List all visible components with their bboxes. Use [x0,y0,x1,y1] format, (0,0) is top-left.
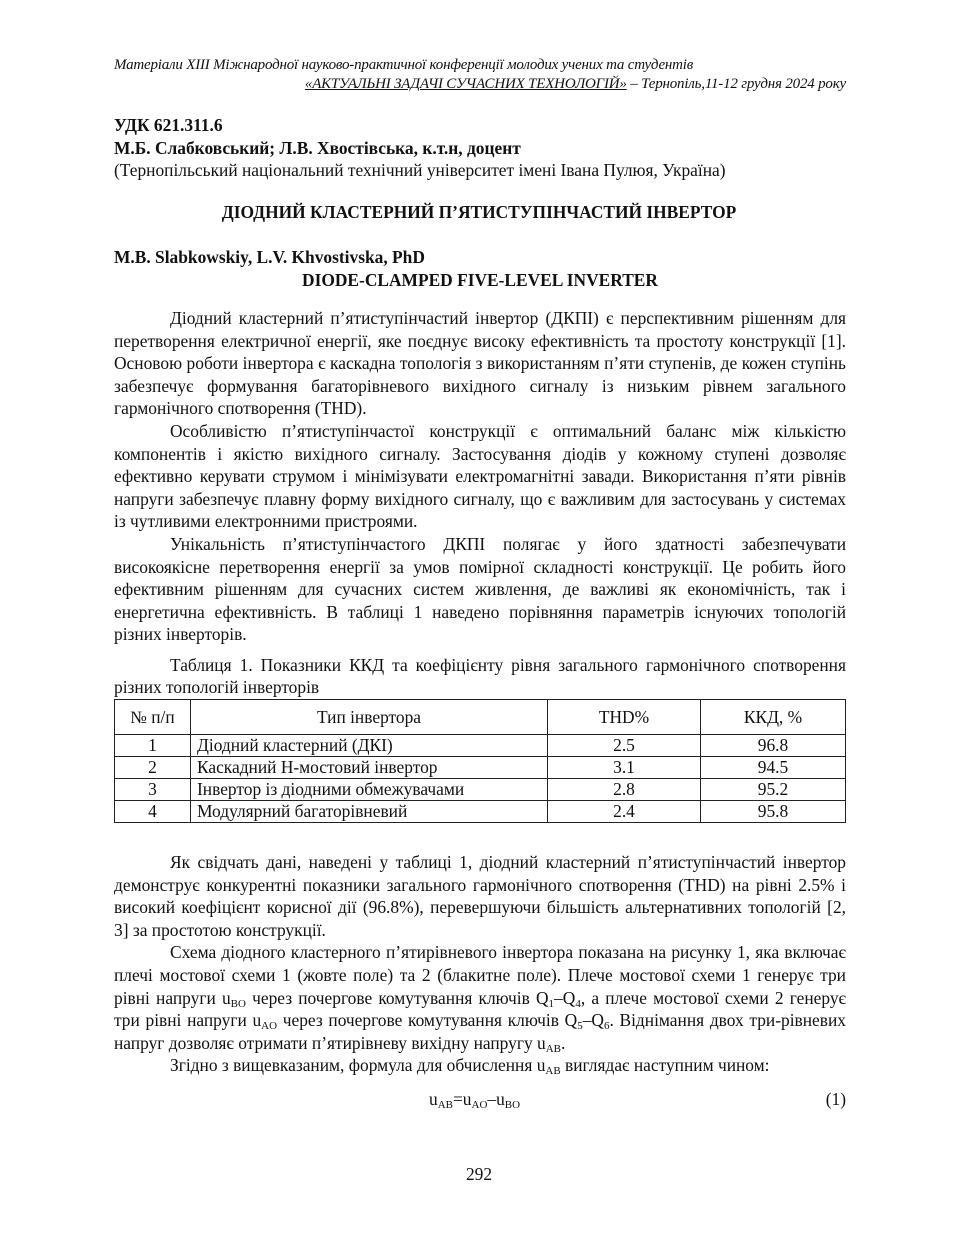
subscript: AB [545,1042,561,1055]
cell-efficiency: 94.5 [701,757,846,779]
cell-efficiency: 96.8 [701,735,846,757]
cell-number: 2 [115,757,191,779]
comparison-table [114,699,846,823]
text-run: Згідно з вищевказаним, формула для обчислення u [170,1055,546,1076]
body-section-1 [114,307,846,646]
body-section-2 [114,851,846,1077]
cell-thd: 2.5 [548,735,701,757]
cell-number: 4 [115,801,191,823]
table-caption [114,654,846,698]
header-cell-efficiency: ККД, % [701,700,846,735]
text-run: –Q [554,987,576,1008]
cell-number: 1 [115,735,191,757]
paragraph-formula-intro [114,1054,846,1077]
title-en: DIODE-CLAMPED FIVE-LEVEL INVERTER [302,269,658,290]
text-run: . Віднімання двох три-рівневих напруг дозволяє отримати п’ятирівневу вихідну напругу u [114,1010,846,1053]
table-header-row [115,700,846,735]
cell-number: 3 [115,779,191,801]
english-block [114,246,846,291]
paragraph: Унікальність п’ятиступінчастого ДКПІ полягає у його здатності забезпечувати високоякісне перетворення енергії за умов помірної складності конструкції. Це робить його ефективним рішенням для сучасних систем живлення, де важливі як економічність, так і енергетична ефективність. В таблиці 1 наведено порівняння параметрів існуючих топологій різних інверторів. [114,533,846,645]
subscript: BO [230,997,246,1010]
authors-en: M.B. Slabkowskiy, L.V. Khvostivska, PhD [114,247,425,267]
cell-thd: 2.4 [548,801,701,823]
cell-thd: 3.1 [548,757,701,779]
text-run: виглядає наступним чином: [560,1055,770,1076]
subscript: 6 [603,1020,610,1033]
subscript: 1 [548,997,555,1010]
authors-uk: М.Б. Слабковський; Л.В. Хвостівська, к.т.н, доцент [114,137,521,158]
header-cell-thd: THD% [548,700,701,735]
cell-thd: 2.8 [548,779,701,801]
paragraph: Як свідчать дані, наведені у таблиці 1, діодний кластерний п’ятиступінчастий інвертор демонструє конкурентні показники загального гармонічного спотворення (THD) на рівні 2.5% і високий коефіцієнт корисної дії (96.8%), перевершуючи більшість альтернативних топологій [2, 3] за простотою конструкції. [114,852,846,940]
subscript: 4 [575,997,581,1010]
text-run: =u [452,1089,472,1109]
table-row [115,735,846,757]
table-row [115,779,846,801]
subscript: BO [504,1099,521,1111]
page-number: 292 [465,1164,493,1184]
conference-title: «АКТУАЛЬНІ ЗАДАЧІ СУЧАСНИХ ТЕХНОЛОГІЙ» [304,76,627,92]
table-row [115,801,846,823]
cell-type: Каскадний H-мостовий інвертор [191,757,548,779]
paragraph-scheme [114,941,846,1054]
paragraph: Особливістю п’ятиступінчастої конструкції є оптимальний баланс між кількістю компонентів і якістю вихідного сигналу. Застосування діодів у кожному ступені дозволяє ефективно керувати струмом і мінімізувати електромагнітні завади. Використання п’яти рівнів напруги забезпечує плавну форму вихідного сигналу, що є важливим для застосувань у системах із чутливими електронними пристроями. [114,420,846,532]
header-cell-number: № п/п [115,700,191,735]
cell-type: Інвертор із діодними обмежувачами [191,779,548,801]
subscript: AB [437,1099,453,1111]
text-run: u [429,1089,438,1109]
text-run: . [560,1032,566,1053]
subscript: AB [545,1065,561,1078]
affiliation: (Тернопільський національний технічний університет імені Івана Пулюя, Україна) [114,160,726,181]
text-run: , а плече мостової схеми 2 генерує три рівні напруги u [114,987,846,1031]
equation-number: (1) [825,1089,846,1109]
cell-type: Модулярний багаторівневий [191,801,548,823]
text-run: –u [487,1089,505,1109]
udc-code: УДК 621.311.6 [114,115,223,135]
paragraph: Діодний кластерний п’ятиступінчастий інвертор (ДКПІ) є перспективним рішенням для перетворення електричної енергії, яке поєднує високу ефективність та простоту конструкції [1]. Основою роботи інвертора є каскадна топологія з використанням п’яти ступенів, де кожен ступінь забезпечує формування багаторівневого вихідного сигналу із низьким рівнем загального гармонічного спотворення (THD). [114,308,846,419]
table-row [115,757,846,779]
text-run: Схема діодного кластерного п’ятирівневого інвертора показана на рисунку 1, яка включає плечі мостової схеми 1 (жовте поле) та 2 (блакитне поле). Плече мостової схеми 1 генерує три рівні напруги u [114,942,846,1008]
cell-efficiency: 95.2 [701,779,846,801]
header-line-2 [305,75,846,94]
equation-expression [429,1089,520,1110]
table-caption-text: Таблиця 1. Показники ККД та коефіцієнту рівня загального гармонічного спотворення різних топологій інверторів [114,655,846,697]
subscript: AO [471,1099,488,1111]
article-meta [114,114,846,182]
text-run: через почергове комутування ключів Q [277,1010,578,1031]
cell-type: Діодний кластерний (ДКІ) [191,735,548,757]
header-cell-type: Тип інвертора [191,700,548,735]
text-run: –Q [582,1010,604,1031]
cell-efficiency: 95.8 [701,801,846,823]
header-place-date: – Тернопіль,11-12 грудня 2024 року [626,76,846,92]
subscript: 5 [577,1020,583,1033]
subscript: AO [261,1020,278,1033]
title-uk: ДІОДНИЙ КЛАСТЕРНИЙ П’ЯТИСТУПІНЧАСТИЙ ІНВЕРТОР [221,202,737,222]
text-run: через почергове комутування ключів Q [245,987,549,1008]
header-line-1: Матеріали XIII Міжнародної науково-практичної конференції молодих учених та студентів [114,57,694,73]
